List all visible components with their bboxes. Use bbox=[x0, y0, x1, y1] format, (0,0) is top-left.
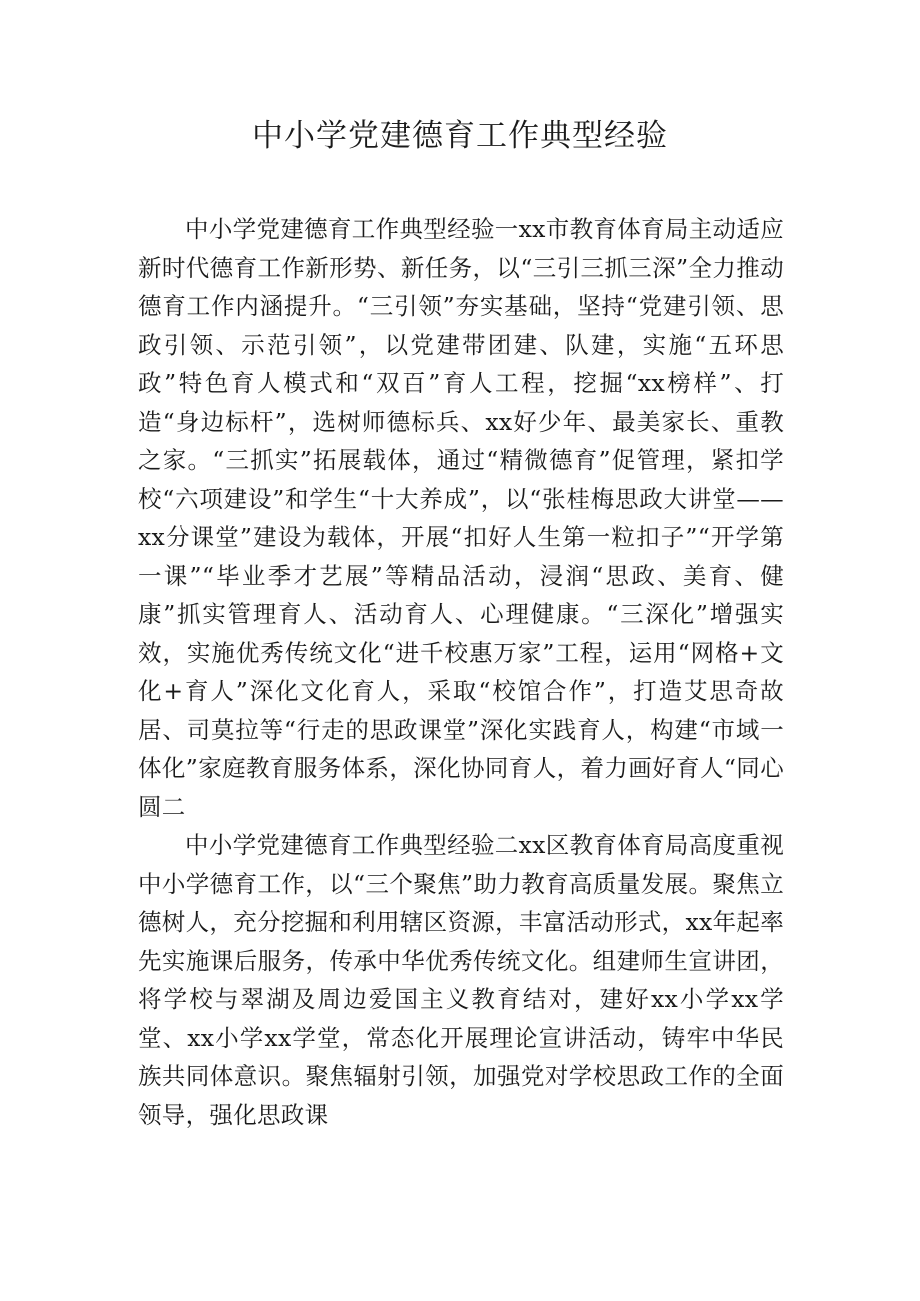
paragraph-2: 中小学党建德育工作典型经验二xx区教育体育局高度重视中小学德育工作，以“三个聚焦”助力教育高质量发展。聚焦立德树人，充分挖掘和利用辖区资源，丰富活动形式，xx年起率先实施课后服务，传承中华优秀传统文化。组建师生宣讲团，将学校与翠湖及周边爱国主义教育结对，建好xx小学xx学堂、xx小学xx学堂，常态化开展理论宣讲活动，铸牢中华民族共同体意识。聚焦辐射引领，加强党对学校思政工作的全面领导，强化思政课 bbox=[138, 831, 784, 1129]
document-title: 中小学党建德育工作典型经验 bbox=[252, 118, 668, 154]
document-body bbox=[138, 210, 784, 1134]
paragraph-1: 中小学党建德育工作典型经验一xx市教育体育局主动适应新时代德育工作新形势、新任务，以“三引三抓三深”全力推动德育工作内涵提升。“三引领”夯实基础，坚持“党建引领、思政引领、示范引领”，以党建带团建、队建，实施“五环思政”特色育人模式和“双百”育人工程，挖掘“xx榜样”、打造“身边标杆”，选树师德标兵、xx好少年、最美家长、重教之家。“三抓实”拓展载体，通过“精微德育”促管理，紧扣学校“六项建设”和学生“十大养成”，以“张桂梅思政大讲堂——xx分课堂”建设为载体，开展“扣好人生第一粒扣子”“开学第一课”“毕业季才艺展”等精品活动，浸润“思政、美育、健康”抓实管理育人、活动育人、心理健康。“三深化”增强实效，实施优秀传统文化“进千校惠万家”工程，运用“网格+文化+育人”深化文化育人，采取“校馆合作”，打造艾思奇故居、司莫拉等“行走的思政课堂”深化实践育人，构建“市域一体化”家庭教育服务体系，深化协同育人，着力画好育人“同心圆二 bbox=[138, 215, 785, 821]
